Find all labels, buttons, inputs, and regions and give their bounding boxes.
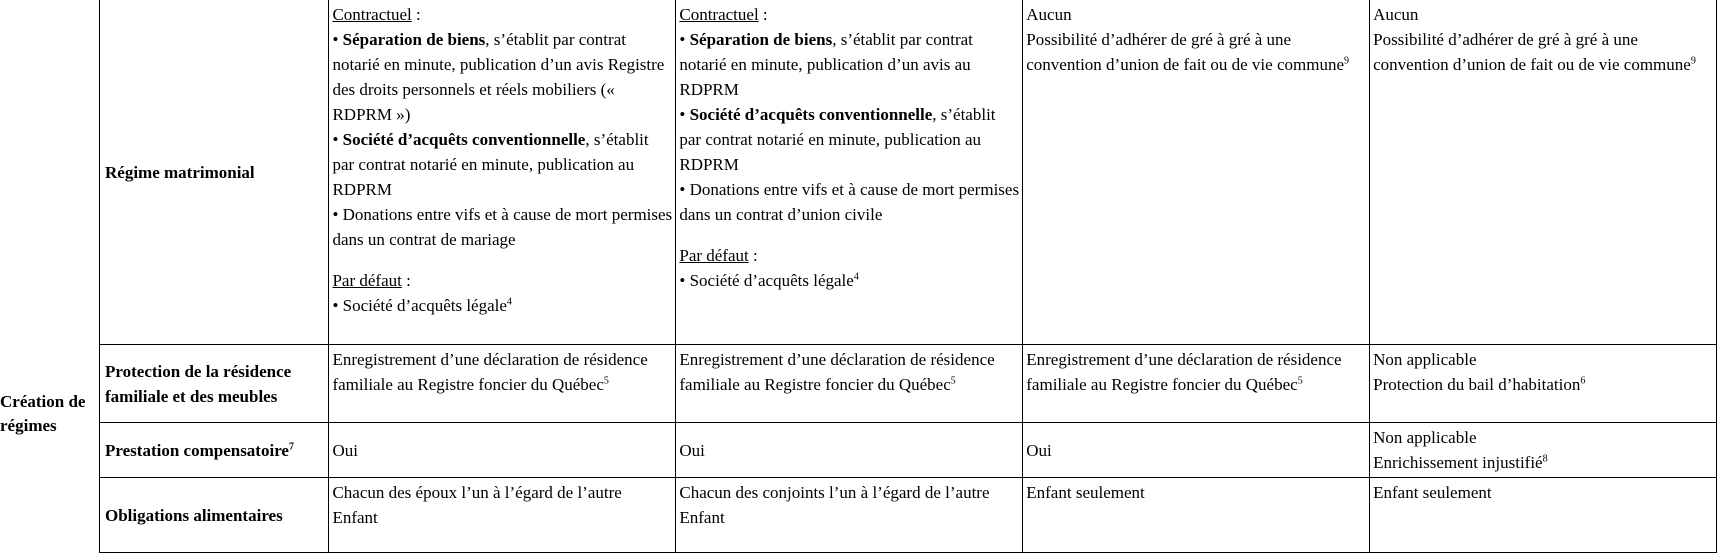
cell-text: Possibilité d’adhérer de gré à gré à une convention d’union de fait ou de vie commune [1373, 30, 1691, 74]
footnote-ref: 6 [1580, 375, 1586, 387]
cell-text: Enfant [679, 508, 725, 527]
footnote-ref: 4 [853, 271, 859, 283]
cell-heading: Contractuel [332, 5, 412, 24]
footnote-ref: 9 [1344, 55, 1349, 67]
footnote-ref: 5 [603, 375, 609, 387]
table-cell [676, 345, 1023, 423]
table-cell [1023, 0, 1370, 345]
cell-text: Possibilité d’adhérer de gré à gré à une convention d’union de fait ou de vie commune [1026, 30, 1344, 74]
row-header: Obligations alimentaires [100, 478, 329, 553]
table-cell [1023, 345, 1370, 423]
row-header: Protection de la résidence familiale et des meubles [100, 345, 329, 423]
bold-term: Société d’acquêts conventionnelle [689, 105, 933, 124]
footnote-ref: 4 [506, 296, 512, 308]
cell-heading: Contractuel [679, 5, 759, 24]
section-label: Création de régimes [0, 392, 86, 435]
cell-heading: Par défaut [679, 246, 749, 265]
cell-heading: Par défaut [332, 271, 402, 290]
table-cell [676, 423, 1023, 478]
footnote-ref: 8 [1542, 453, 1548, 465]
cell-text: Enfant seulement [1026, 483, 1145, 502]
table-cell [1370, 423, 1717, 478]
row-header: Régime matrimonial [100, 0, 329, 345]
bold-term: Séparation de biens [689, 30, 833, 49]
cell-text: Oui [332, 440, 358, 460]
cell-text: , s’établit par contrat notarié en minute, publication d’un avis Registre des droits personnels et réels mobiliers (« RDPRM ») [332, 30, 665, 124]
cell-text: Enfant seulement [1373, 483, 1492, 502]
footnote-ref: 5 [950, 375, 956, 387]
cell-text: Non applicable [1373, 350, 1477, 369]
table-cell [1370, 0, 1717, 345]
cell-text: Oui [679, 440, 705, 460]
cell-text: Oui [1026, 440, 1052, 460]
table-cell: Contractuel : • Séparation de biens, s’établit par contrat notarié en minute, publication d’un avis Registre des droits personnels et réels mobiliers (« RDPRM ») • Société d’acquêts conventionnelle, s’établit par contrat notarié en minute, publication au RDPRM • Donations entre vifs et à cause de mort permises dans un contrat de mariage Par défaut : • Société d’acquêts légale$^4$ [329, 0, 676, 345]
footnote-ref: 9 [1690, 55, 1696, 67]
comparison-table [99, 0, 1717, 553]
cell-text: Donations entre vifs et à cause de mort permises dans un contrat de mariage [332, 205, 673, 249]
cell-text: Société d’acquêts légale [689, 271, 854, 290]
table-row [100, 423, 1717, 478]
cell-text: , s’établit par contrat notarié en minute, publication au RDPRM [332, 130, 649, 199]
table-row [100, 345, 1717, 423]
cell-text: Chacun des conjoints l’un à l’égard de l’autre [679, 483, 990, 502]
cell-text: Société d’acquêts légale [342, 296, 507, 315]
cell-text: Enrichissement injustifié [1373, 453, 1543, 472]
table-row [100, 478, 1717, 553]
cell-text: Aucun [1373, 5, 1419, 24]
table-row [100, 0, 1717, 345]
cell-text: Donations entre vifs et à cause de mort permises dans un contrat d’union civile [679, 180, 1020, 224]
footnote-ref: 7 [288, 440, 294, 452]
table-cell [1370, 345, 1717, 423]
table-cell: Contractuel : • Séparation de biens, s’établit par contrat notarié en minute, publication d’un avis au RDPRM • Société d’acquêts conventionnelle, s’établit par contrat notarié en minute, publication au RDPRM • Donations entre vifs et à cause de mort permises dans un contrat d’union civile Par défaut : • Société d’acquêts légale$^4$ [676, 0, 1023, 345]
row-header [100, 423, 329, 478]
cell-text: Chacun des époux l’un à l’égard de l’autre [332, 483, 622, 502]
footnote-ref: 5 [1297, 375, 1303, 387]
cell-text: Protection du bail d’habitation [1373, 375, 1581, 394]
table-cell [1370, 478, 1717, 553]
table-cell [676, 478, 1023, 553]
cell-text: Enfant [332, 508, 378, 527]
table-cell [329, 345, 676, 423]
cell-text: Aucun [1026, 5, 1072, 24]
cell-text: , s’établit par contrat notarié en minute, publication au RDPRM [679, 105, 996, 174]
bold-term: Séparation de biens [342, 30, 486, 49]
cell-text: , s’établit par contrat notarié en minute, publication d’un avis au RDPRM [679, 30, 973, 99]
row-header-text: Prestation compensatoire [105, 440, 289, 460]
bold-term: Société d’acquêts conventionnelle [342, 130, 586, 149]
cell-text: Enregistrement d’une déclaration de résidence familiale au Registre foncier du Québec [1026, 350, 1342, 394]
table-cell [1023, 423, 1370, 478]
cell-text: Enregistrement d’une déclaration de résidence familiale au Registre foncier du Québec [679, 350, 995, 394]
cell-text: Enregistrement d’une déclaration de résidence familiale au Registre foncier du Québec [332, 350, 648, 394]
table-cell [1023, 478, 1370, 553]
table-cell [329, 423, 676, 478]
cell-text: Non applicable [1373, 428, 1477, 447]
table-cell [329, 478, 676, 553]
